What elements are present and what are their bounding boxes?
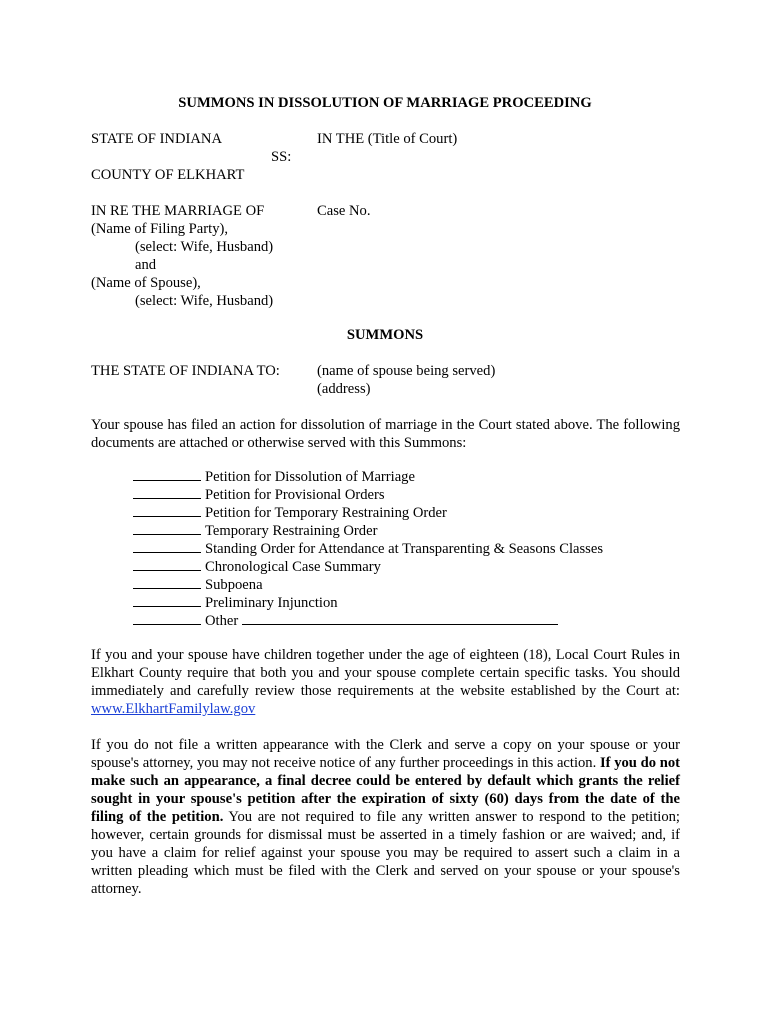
county-block — [91, 166, 244, 184]
checkbox-blank[interactable] — [133, 576, 201, 589]
document-item: Temporary Restraining Order — [133, 522, 603, 540]
document-item: Petition for Temporary Restraining Order — [133, 504, 603, 522]
case-number — [317, 202, 371, 220]
court-title — [317, 130, 457, 148]
checkbox-blank[interactable] — [133, 558, 201, 571]
checkbox-blank[interactable] — [133, 468, 201, 481]
document-item: Chronological Case Summary — [133, 558, 603, 576]
default-warning: If you do not make such an appearance, a final decree could be entered by default which grants the relief sought in your spouse's petition after the expiration of sixty (60) days from the date of the filing of the petition. — [91, 755, 680, 825]
checkbox-blank[interactable] — [133, 540, 201, 553]
spouse-placeholder: (Name of Spouse), — [91, 275, 201, 291]
document-title: SUMMONS IN DISSOLUTION OF MARRIAGE PROCEEDING — [178, 95, 592, 111]
marriage-label: IN RE THE MARRIAGE OF — [91, 203, 265, 219]
document-item: Petition for Provisional Orders — [133, 486, 603, 504]
filing-party-select: (select: Wife, Husband) — [135, 239, 274, 255]
summons-heading: SUMMONS — [346, 327, 424, 343]
recipient-label: THE STATE OF INDIANA TO: — [91, 363, 280, 379]
ss-label: SS: — [271, 149, 292, 165]
appearance-paragraph — [91, 736, 680, 898]
parties-block — [91, 202, 273, 310]
case-no-label: Case No. — [317, 203, 371, 219]
appearance-text-1: If you do not file a written appearance with the Clerk and serve a copy on your spouse or your spouse's attorney, you may not receive notice of any further proceedings in this action. — [91, 737, 680, 771]
document-item-other: Other — [133, 612, 603, 630]
appearance-text-2: You are not required to file any written answer to respond to the petition; however, certain grounds for dismissal must be asserted in a timely fashion or are waived; and, if you have a claim for relief against your spouse you may be required to assert such a claim in a written pleading which must be filed with the Clerk and served on your spouse or your spouse's attorney. — [91, 809, 680, 897]
other-specify-blank[interactable] — [242, 612, 558, 625]
document-item: Subpoena — [133, 576, 603, 594]
checkbox-blank[interactable] — [133, 594, 201, 607]
spouse-select: (select: Wife, Husband) — [135, 293, 274, 309]
documents-list — [133, 468, 603, 630]
document-item: Preliminary Injunction — [133, 594, 603, 612]
recipient-address: (address) — [317, 381, 371, 397]
family-law-website-link[interactable]: www.ElkhartFamilylaw.gov — [91, 701, 256, 717]
caption-left — [91, 130, 222, 148]
recipient-block — [317, 362, 495, 398]
filing-party-placeholder: (Name of Filing Party), — [91, 221, 228, 237]
checkbox-blank[interactable] — [133, 522, 201, 535]
and-label: and — [135, 257, 157, 273]
document-item: Petition for Dissolution of Marriage — [133, 468, 603, 486]
checkbox-blank[interactable] — [133, 504, 201, 517]
county-label: COUNTY OF ELKHART — [91, 167, 245, 183]
recipient-label-block — [91, 362, 280, 380]
checkbox-blank[interactable] — [133, 486, 201, 499]
court-title-text: IN THE (Title of Court) — [317, 131, 458, 147]
intro-paragraph: Your spouse has filed an action for dissolution of marriage in the Court stated above. The following documents are attached or otherwise served with this Summons: — [91, 417, 680, 451]
document-item: Standing Order for Attendance at Transparenting & Seasons Classes — [133, 540, 603, 558]
checkbox-blank[interactable] — [133, 612, 201, 625]
state-label: STATE OF INDIANA — [91, 131, 222, 147]
children-text: If you and your spouse have children together under the age of eighteen (18), Local Court Rules in Elkhart County require that both you and your spouse complete certain specific tasks. You should immediately and carefully review those requirements at the website established by the Court at: — [91, 647, 680, 699]
children-paragraph — [91, 646, 680, 718]
recipient-name: (name of spouse being served) — [317, 363, 496, 379]
